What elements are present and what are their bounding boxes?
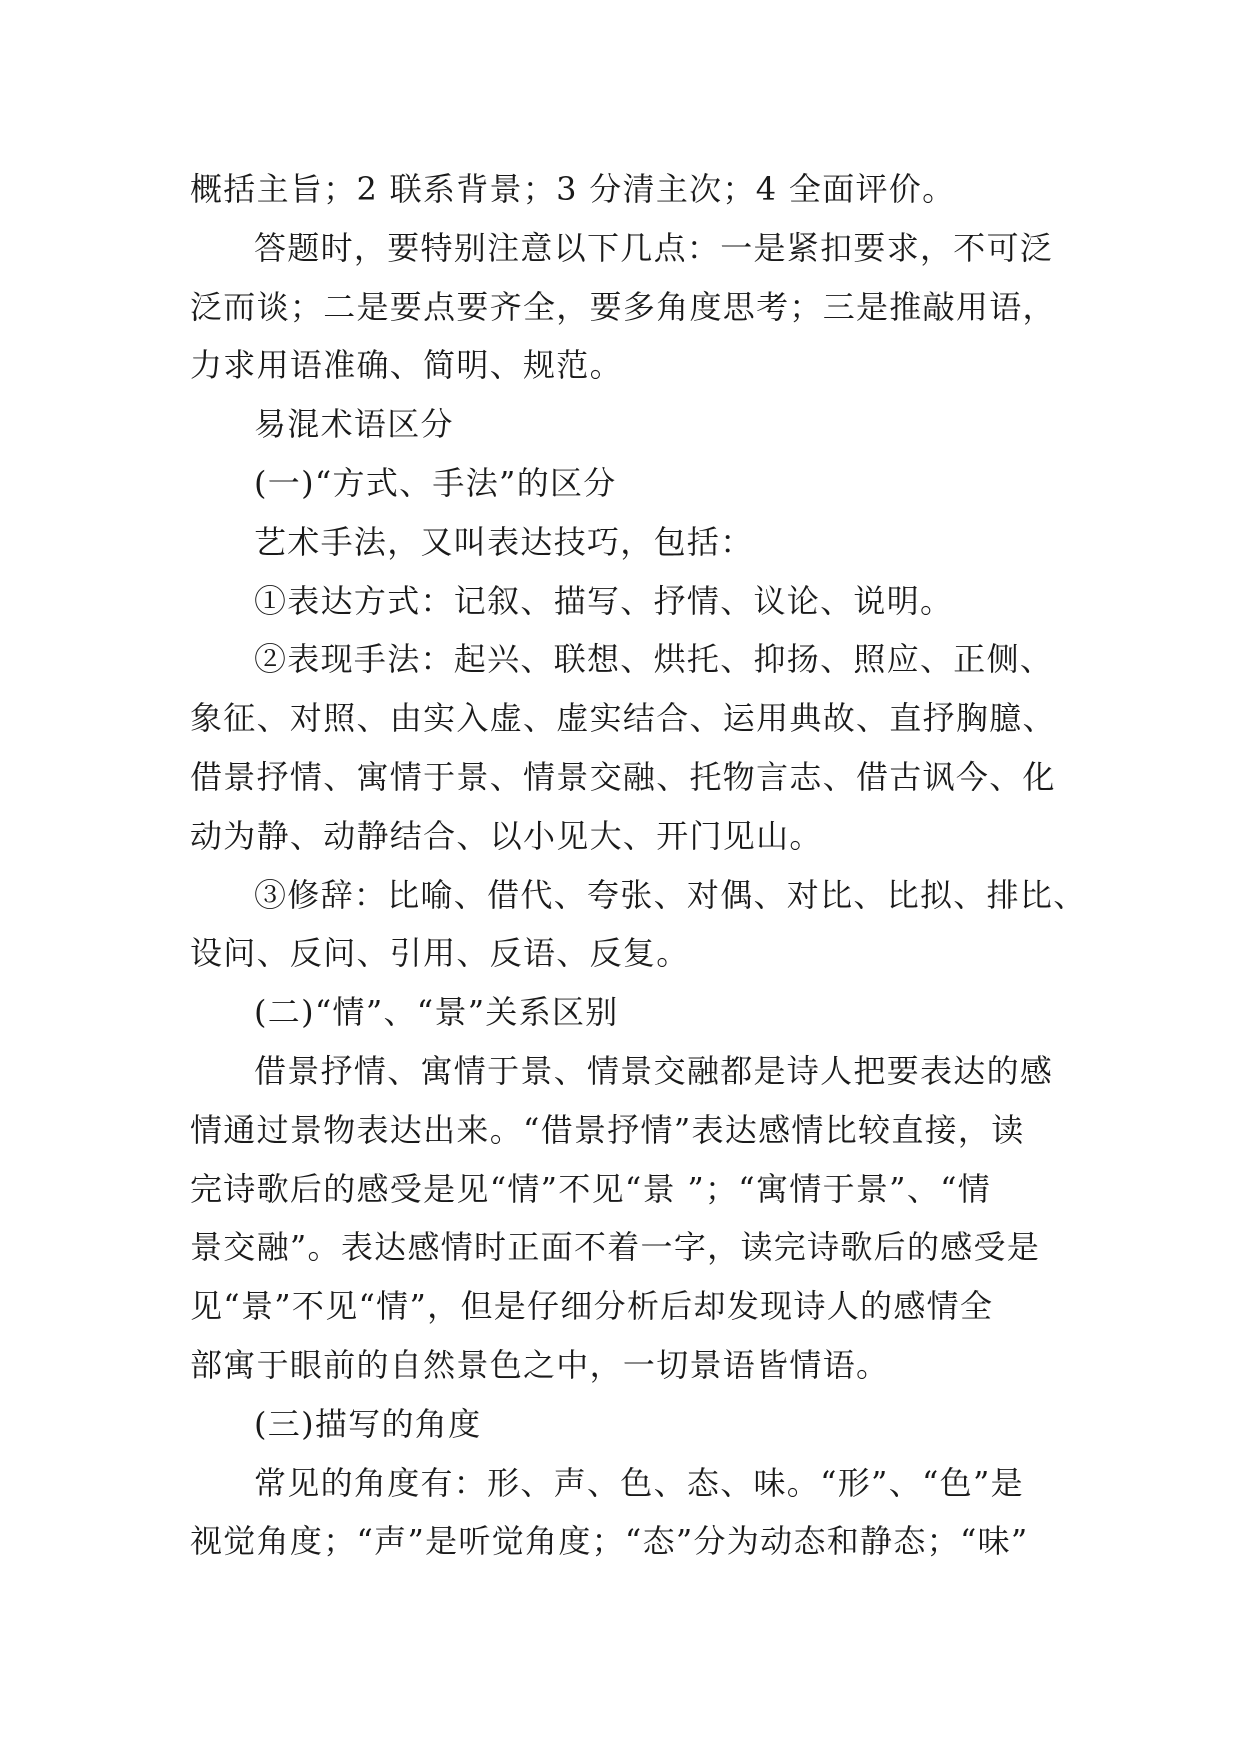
text-line: 情通过景物表达出来。“借景抒情”表达感情比较直接，读 [190,1110,1025,1149]
section-heading: (二)“情”、“景”关系区别 [254,993,619,1032]
text-line: 象征、对照、由实入虚、虚实结合、运用典故、直抒胸臆、 [190,699,1056,738]
text-line: 艺术手法，又叫表达技巧，包括： [254,522,754,561]
section-heading: (三)描写的角度 [254,1404,482,1443]
list-item: ③修辞：比喻、借代、夸张、对偶、对比、比拟、排比、 [254,875,1087,914]
text-line: 借景抒情、寓情于景、情景交融都是诗人把要表达的感 [254,1051,1054,1090]
text-line: 见“景”不见“情”，但是仔细分析后却发现诗人的感情全 [190,1287,994,1326]
text-line: 答题时，要特别注意以下几点：一是紧扣要求，不可泛 [254,228,1054,267]
list-item: ①表达方式：记叙、描写、抒情、议论、说明。 [254,581,954,620]
text-line: 泛而谈；二是要点要齐全，要多角度思考；三是推敲用语， [190,287,1056,326]
text-line: 力求用语准确、简明、规范。 [190,346,623,385]
text-line: 部寓于眼前的自然景色之中，一切景语皆情语。 [190,1345,890,1384]
text-line: 概括主旨；2 联系背景；3 分清主次；4 全面评价。 [190,170,956,208]
text-line: 常见的角度有：形、声、色、态、味。“形”、“色”是 [254,1463,1024,1502]
text-line: 借景抒情、寓情于景、情景交融、托物言志、借古讽今、化 [190,757,1056,796]
text-line: 视觉角度；“声”是听觉角度；“态”分为动态和静态；“味” [190,1522,1029,1561]
text-line: 完诗歌后的感受是见“情”不见“景 ”；“寓情于景”、“情 [190,1169,992,1208]
section-heading: 易混术语区分 [254,405,454,444]
text-line: 动为静、动静结合、以小见大、开门见山。 [190,816,823,855]
list-item: ②表现手法：起兴、联想、烘托、抑扬、照应、正侧、 [254,640,1054,679]
text-line: 设问、反问、引用、反语、反复。 [190,934,690,973]
document-text-body [190,160,1087,1571]
section-heading: (一)“方式、手法”的区分 [254,463,617,502]
text-line: 景交融”。表达感情时正面不着一字，读完诗歌后的感受是 [190,1228,1041,1267]
